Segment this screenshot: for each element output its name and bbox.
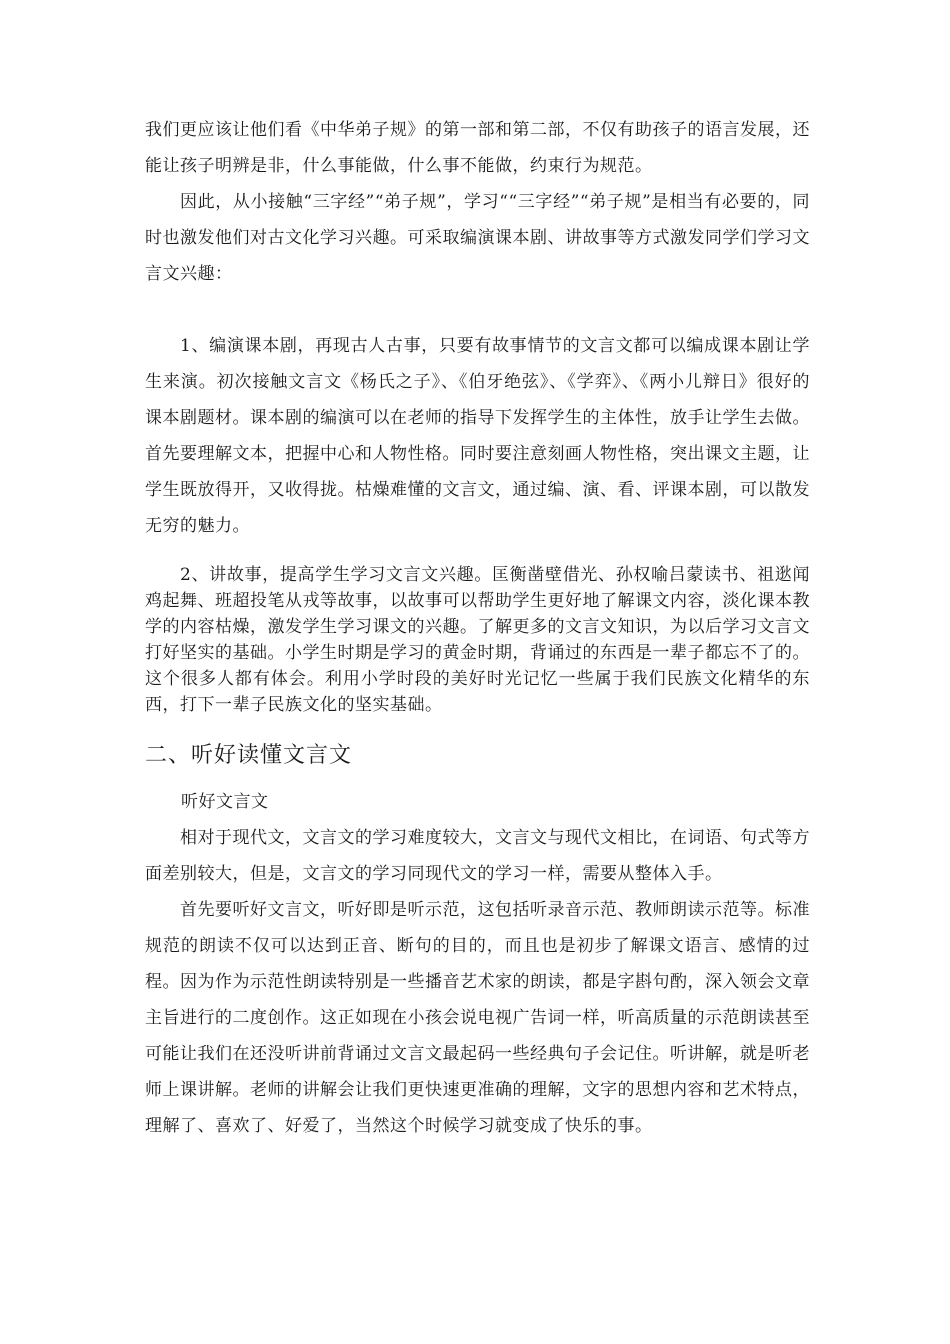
spacer: [145, 772, 810, 784]
paragraph-3: 1、编演课本剧，再现古人古事，只要有故事情节的文言文都可以编成课本剧让学生来演。初次接触文言文《杨氏之子》、《伯牙绝弦》、《学弈》、《两小儿辩日》很好的课本剧题材。课本剧的编演可以在老师的指导下发挥学生的主体性，放手让学生去做。首先要理解文本，把握中心和人物性格。同时要注意刻画人物性格，突出课文主题，让学生既放得开，又收得拢。枯燥难懂的文言文，通过编、演、看、评课本剧，可以散发无穷的魅力。: [145, 336, 810, 536]
paragraph-6: 首先要听好文言文，听好即是听示范，这包括听录音示范、教师朗读示范等。标准规范的朗读不仅可以达到正音、断句的目的，而且也是初步了解课文语言、感情的过程。因为作为示范性朗读特别是一些播音艺术家的朗读，都是字斟句酌，深入领会文章主旨进行的二度创作。这正如现在小孩会说电视广告词一样，听高质量的示范朗读甚至可能让我们在还没听讲前背诵过文言文最起码一些经典句子会记住。听讲解，就是听老师上课讲解。老师的讲解会让我们更快速更准确的理解，文字的思想内容和艺术特点，理解了、喜欢了、好爱了，当然这个时候学习就变成了快乐的事。: [145, 900, 810, 1136]
paragraph-1: 我们更应该让他们看《中华弟子规》的第一部和第二部，不仅有助孩子的语言发展，还能让孩子明辨是非，什么事能做，什么事不能做，约束行为规范。: [145, 120, 810, 176]
paragraph-2: 因此，从小接触“三字经”“弟子规”，学习““三字经”“弟子规”是相当有必要的，同时也激发他们对古文化学习兴趣。可采取编演课本剧、讲故事等方式激发同学们学习文言文兴趣：: [145, 192, 810, 284]
spacer: [145, 292, 810, 328]
spacer: [145, 718, 810, 740]
paragraph-5: 相对于现代文，文言文的学习难度较大，文言文与现代文相比，在词语、句式等方面差别较大，但是，文言文的学习同现代文的学习一样，需要从整体入手。: [145, 828, 810, 884]
spacer: [145, 544, 810, 562]
section-subheading: 听好文言文: [181, 792, 269, 812]
section-heading: 二、听好读懂文言文: [145, 743, 353, 768]
paragraph-4: 2、讲故事，提高学生学习文言文兴趣。匡衡凿壁借光、孙权喻吕蒙读书、祖逖闻鸡起舞、班超投笔从戎等故事，以故事可以帮助学生更好地了解课文内容，淡化课本教学的内容枯燥，激发学生学习课文的兴趣。了解更多的文言文知识，为以后学习文言文打好坚实的基础。小学生时期是学习的黄金时期，背诵过的东西是一辈子都忘不了的。这个很多人都有体会。利用小学时段的美好时光记忆一些属于我们民族文化精华的东西，打下一辈子民族文化的坚实基础。: [145, 565, 810, 715]
document-page: [145, 112, 810, 1144]
